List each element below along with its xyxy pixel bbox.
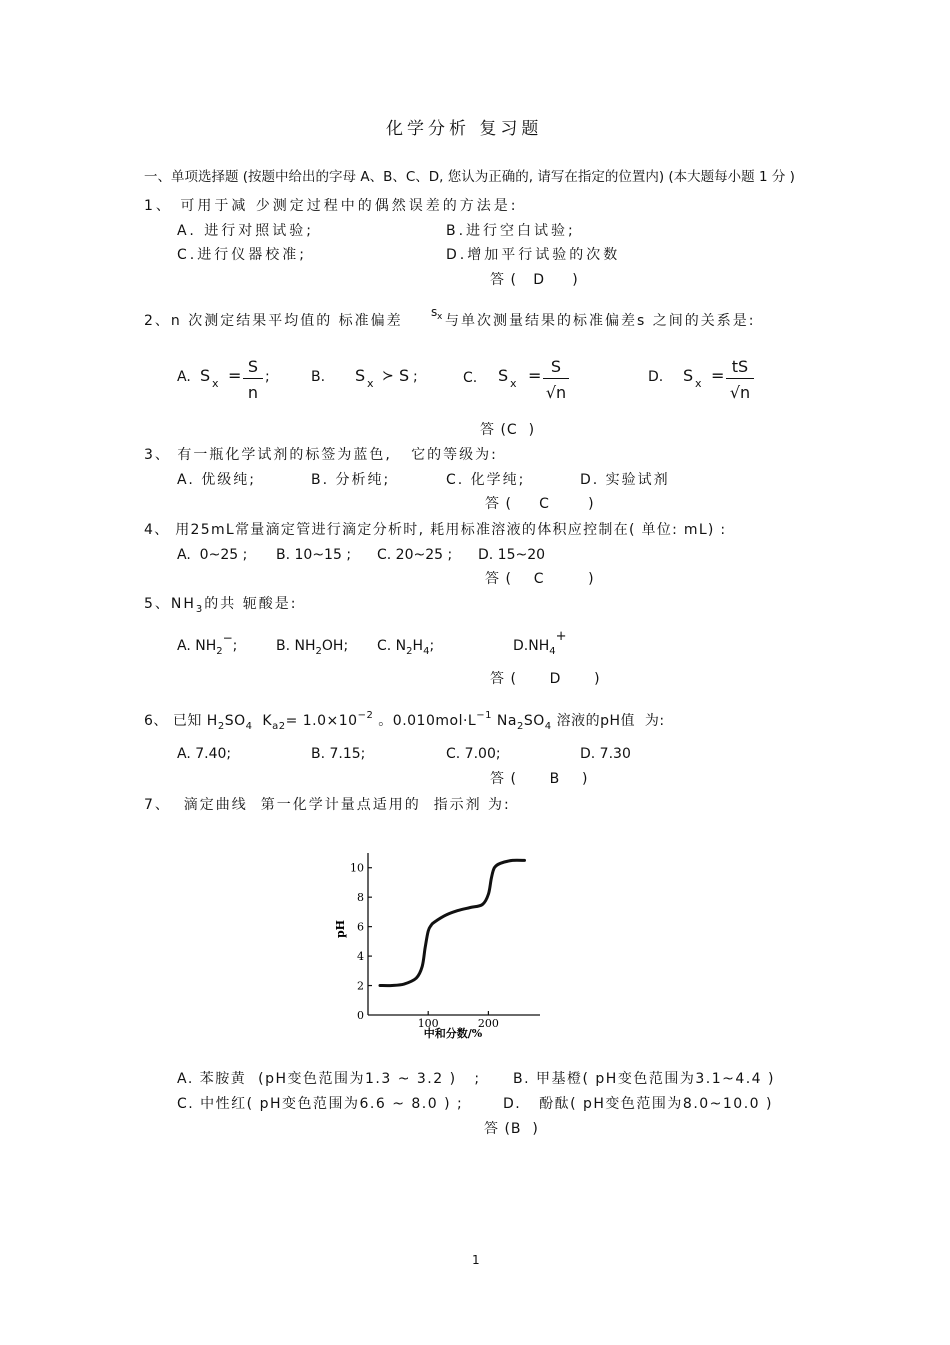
q2-option-b-label: B. (311, 369, 326, 385)
q6-sup-2: −1 (476, 710, 492, 721)
y-tick-label: 4 (357, 950, 364, 964)
q5-c-sub2: 4 (423, 646, 430, 657)
q1-option-b: B.进行空白试验; (446, 223, 576, 239)
q2-option-c-label: C. (463, 370, 478, 386)
q2-a-fraction-bar (243, 378, 263, 379)
q2-b-symbol: S (355, 366, 366, 385)
q5-a-sub: 2 (216, 646, 223, 657)
q7-option-c: C. 中性红( pH变色范围为6.6 ~ 8.0 ) ; (177, 1096, 464, 1112)
q5-c-end: ; (429, 638, 435, 654)
q3-option-b: B. 分析纯; (311, 472, 391, 488)
q2-stem-symbol: s (431, 305, 438, 319)
page-title: 化学分析 复习题 (386, 119, 543, 139)
question-5-stem (144, 596, 298, 615)
question-2-stem-post: 与单次测量结果的标准偏差s 之间的关系是: (445, 313, 756, 329)
x-tick-label: 100 (417, 1017, 439, 1030)
q7-option-d: D. 酚酞( pH变色范围为8.0~10.0 ) (503, 1096, 773, 1112)
q6-option-a: A. 7.40; (177, 746, 232, 762)
q2-a-denominator: n (247, 383, 259, 402)
q2-d-eq: = (711, 366, 725, 385)
q6-sub-5: 4 (544, 721, 552, 732)
q6-stem-e: 。0.010mol·L (373, 713, 477, 729)
q6-option-d: D. 7.30 (580, 746, 631, 762)
q5-stem-sub: 3 (195, 604, 205, 615)
q5-b-sub: 2 (315, 646, 322, 657)
q5-option-b (276, 638, 349, 657)
q6-option-b: B. 7.15; (311, 746, 366, 762)
q2-answer: 答 (C ) (480, 422, 536, 438)
q4-option-d: D. 15~20 (478, 547, 546, 563)
x-axis-label: 中和分数/% (423, 1027, 483, 1040)
q5-stem-post: 的共 轭酸是: (204, 596, 298, 612)
q5-answer: 答 ( D ) (490, 671, 601, 687)
q2-c-denominator: √n (545, 383, 567, 402)
q2-c-fraction-bar (543, 378, 569, 379)
y-tick-label: 2 (357, 979, 364, 993)
q5-c-mid: H (412, 638, 424, 654)
q2-a-symbol: S (200, 366, 211, 385)
question-1-stem: 1、 可用于减 少测定过程中的偶然误差的方法是: (144, 198, 519, 214)
y-axis-label: pH (334, 919, 347, 939)
q5-d-sup: + (555, 629, 567, 644)
q1-option-a: A. 进行对照试验; (177, 223, 314, 239)
q5-a-text: A. NH (177, 638, 217, 654)
q2-d-fraction-bar (726, 378, 754, 379)
q6-stem-f: Na (491, 713, 517, 729)
q2-b-end: ; (413, 369, 418, 385)
q3-option-d: D. 实验试剂 (580, 472, 670, 488)
q7-option-a: A. 苯胺黄 (pH变色范围为1.3 ~ 3.2 ) ; (177, 1071, 481, 1087)
q5-d-text: D.NH (513, 638, 550, 654)
q3-answer: 答 ( C ) (485, 496, 595, 512)
q6-stem-c: K (252, 713, 273, 729)
y-tick-label: 10 (350, 861, 364, 875)
q2-a-numerator: S (247, 357, 259, 376)
question-4-stem: 4、 用25mL常量滴定管进行滴定分析时, 耗用标准溶液的体积应控制在( 单位: mL) : (144, 522, 727, 538)
q5-a-sup: − (222, 631, 233, 645)
q5-b-end: OH; (321, 638, 349, 654)
q5-c-text: C. N (377, 638, 407, 654)
q3-option-c: C. 化学纯; (446, 472, 526, 488)
q5-stem-pre: 5、NH (144, 596, 196, 612)
q2-c-symbol: S (498, 366, 509, 385)
q2-d-sub: x (695, 377, 702, 390)
q5-d-sub: 4 (549, 646, 556, 657)
q4-option-c: C. 20~25 ; (377, 547, 453, 563)
q5-b-text: B. NH (276, 638, 316, 654)
q5-option-a (177, 631, 238, 657)
question-6-stem (144, 710, 665, 732)
q2-option-d-label: D. (648, 369, 664, 385)
q4-option-b: B. 10~15 ; (276, 547, 352, 563)
q4-answer: 答 ( C ) (485, 571, 595, 587)
q6-sup-1: −2 (357, 710, 374, 721)
q1-option-d: D.增加平行试验的次数 (446, 247, 621, 263)
q6-stem-b: SO (224, 713, 246, 729)
q6-sub-2: 4 (245, 721, 253, 732)
y-tick-label: 0 (357, 1009, 364, 1022)
q6-option-c: C. 7.00; (446, 746, 501, 762)
q6-sub-4: 2 (516, 721, 524, 732)
page-number: 1 (472, 1253, 480, 1267)
q2-b-relation: ≻ (382, 368, 394, 384)
q5-option-d (513, 629, 567, 657)
q6-stem-d: = 1.0×10 (285, 713, 358, 729)
q5-option-c (377, 638, 435, 657)
q5-c-sub: 2 (406, 646, 413, 657)
question-2-stem-pre: 2、n 次测定结果平均值的 标准偏差 (144, 313, 403, 329)
q2-b-sub: x (367, 377, 374, 390)
question-3-stem: 3、 有一瓶化学试剂的标签为蓝色, 它的等级为: (144, 447, 498, 463)
q2-d-symbol: S (683, 366, 694, 385)
q7-option-b: B. 甲基橙( pH变色范围为3.1~4.4 ) (513, 1071, 776, 1087)
titration-curve-line (380, 860, 525, 985)
q1-option-c: C.进行仪器校准; (177, 247, 307, 263)
q6-sub-1: 2 (217, 721, 225, 732)
q2-a-sub: x (212, 377, 219, 390)
y-tick-label: 8 (357, 891, 364, 905)
y-tick-label: 6 (357, 920, 364, 934)
q1-answer: 答 ( D ) (490, 272, 579, 288)
x-tick-label: 200 (477, 1017, 499, 1030)
q2-stem-symbol-sub: x (437, 312, 443, 322)
q2-c-sub: x (510, 377, 517, 390)
q4-option-a: A. 0~25 ; (177, 547, 248, 563)
q3-option-a: A. 优级纯; (177, 472, 256, 488)
q2-c-numerator: S (550, 357, 562, 376)
q2-option-a-label: A. (177, 369, 191, 385)
q2-d-numerator: tS (731, 357, 749, 376)
q2-b-symbol-2: S (399, 366, 410, 385)
q6-answer: 答 ( B ) (490, 771, 589, 787)
q2-c-eq: = (528, 366, 542, 385)
q2-a-end: ; (265, 369, 270, 385)
q7-answer: 答 (B ) (484, 1121, 539, 1137)
q6-stem-g: SO (523, 713, 545, 729)
section-heading: 一、单项选择题 (按题中给出的字母 A、B、C、D, 您认为正确的, 请写在指定的位置内) (本大题每小题 1 分 ) (144, 169, 795, 185)
q6-sub-3: a2 (272, 721, 286, 732)
question-7-stem: 7、 滴定曲线 第一化学计量点适用的 指示剂 为: (144, 797, 511, 813)
q5-a-end: ; (232, 638, 238, 654)
q2-d-denominator: √n (729, 383, 751, 402)
q6-stem-a: 6、 已知 H (144, 713, 218, 729)
titration-curve-chart (330, 845, 560, 1045)
q6-stem-h: 溶液的pH值 为: (551, 713, 665, 729)
q2-a-eq: = (228, 366, 242, 385)
